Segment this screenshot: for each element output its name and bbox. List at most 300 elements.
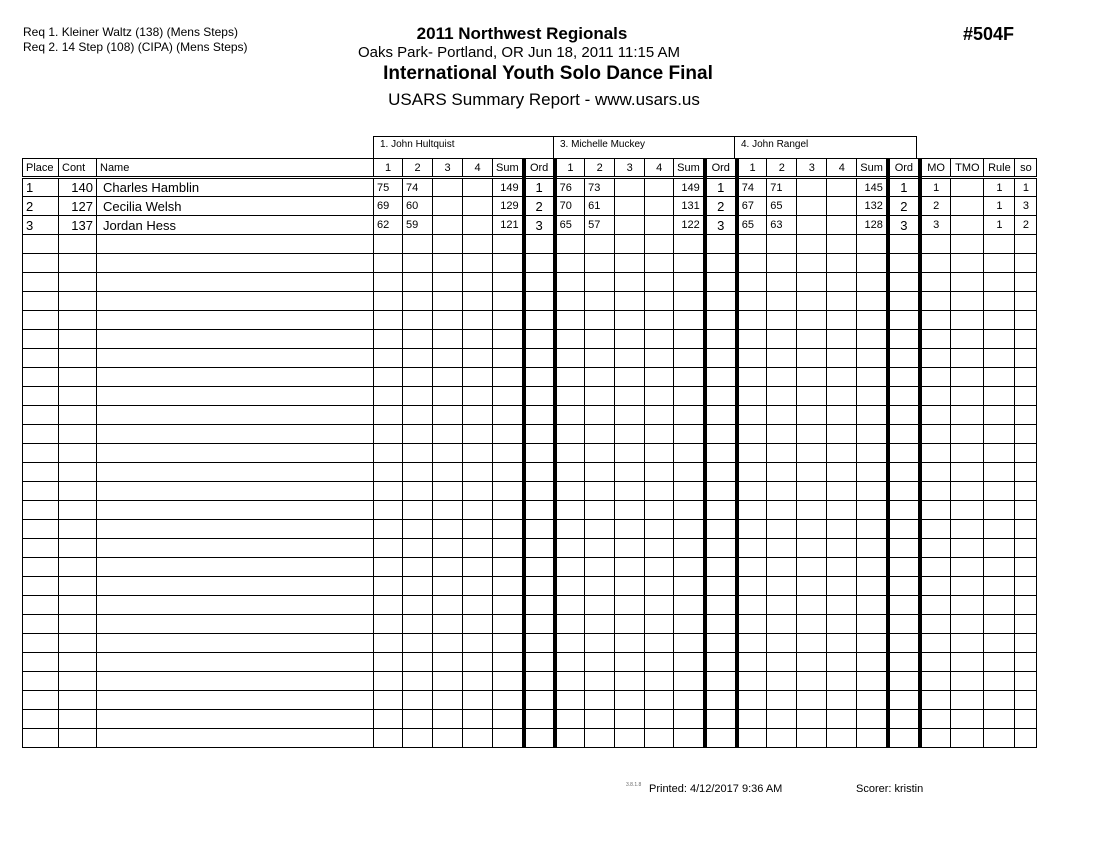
empty-cell bbox=[433, 729, 463, 748]
empty-cell bbox=[645, 349, 674, 368]
col-cont: Cont bbox=[59, 159, 97, 178]
col-j3-1: 1 bbox=[737, 159, 767, 178]
empty-cell bbox=[1015, 349, 1037, 368]
j3-score-cell: 74 bbox=[737, 178, 767, 197]
empty-cell bbox=[585, 254, 615, 273]
j3-score-cell: 145 bbox=[857, 178, 888, 197]
empty-cell bbox=[705, 463, 737, 482]
empty-cell bbox=[705, 634, 737, 653]
empty-cell bbox=[374, 349, 403, 368]
cont-cell: 137 bbox=[59, 216, 97, 235]
empty-cell bbox=[920, 349, 951, 368]
empty-cell bbox=[403, 596, 433, 615]
empty-cell bbox=[524, 349, 555, 368]
empty-cell bbox=[59, 292, 97, 311]
empty-cell bbox=[920, 292, 951, 311]
empty-cell bbox=[555, 501, 585, 520]
empty-cell bbox=[984, 406, 1015, 425]
empty-cell bbox=[674, 330, 705, 349]
empty-cell bbox=[463, 501, 493, 520]
empty-cell bbox=[403, 558, 433, 577]
empty-cell bbox=[524, 330, 555, 349]
empty-cell bbox=[888, 520, 920, 539]
empty-cell bbox=[555, 577, 585, 596]
empty-cell bbox=[951, 387, 984, 406]
empty-cell bbox=[524, 387, 555, 406]
empty-cell bbox=[493, 615, 524, 634]
empty-cell bbox=[888, 577, 920, 596]
empty-cell bbox=[463, 368, 493, 387]
empty-cell bbox=[403, 634, 433, 653]
empty-cell bbox=[888, 292, 920, 311]
empty-cell bbox=[585, 444, 615, 463]
j3-score-cell: 65 bbox=[767, 197, 797, 216]
empty-row bbox=[23, 691, 1037, 710]
empty-cell bbox=[645, 444, 674, 463]
event-name: 2011 Northwest Regionals bbox=[416, 24, 628, 43]
empty-cell bbox=[555, 406, 585, 425]
empty-cell bbox=[1015, 292, 1037, 311]
empty-cell bbox=[920, 729, 951, 748]
empty-cell bbox=[59, 463, 97, 482]
empty-cell bbox=[524, 482, 555, 501]
empty-cell bbox=[827, 558, 857, 577]
report-title: International Youth Solo Dance Final bbox=[383, 63, 713, 84]
col-j1-sum: Sum bbox=[493, 159, 524, 178]
j3-score-cell: 67 bbox=[737, 197, 767, 216]
empty-cell bbox=[984, 653, 1015, 672]
empty-cell bbox=[433, 653, 463, 672]
col-j2-2: 2 bbox=[585, 159, 615, 178]
empty-cell bbox=[493, 463, 524, 482]
empty-cell bbox=[374, 482, 403, 501]
tmo-cell bbox=[951, 197, 984, 216]
empty-cell bbox=[857, 596, 888, 615]
empty-cell bbox=[493, 292, 524, 311]
empty-cell bbox=[463, 596, 493, 615]
empty-cell bbox=[984, 425, 1015, 444]
col-j3-ord: Ord bbox=[888, 159, 920, 178]
empty-cell bbox=[767, 729, 797, 748]
empty-cell bbox=[374, 558, 403, 577]
empty-cell bbox=[1015, 273, 1037, 292]
empty-cell bbox=[674, 349, 705, 368]
empty-cell bbox=[403, 501, 433, 520]
col-j1-ord: Ord bbox=[524, 159, 555, 178]
empty-cell bbox=[524, 577, 555, 596]
empty-cell bbox=[97, 691, 374, 710]
empty-cell bbox=[97, 406, 374, 425]
empty-cell bbox=[493, 425, 524, 444]
empty-cell bbox=[951, 406, 984, 425]
empty-cell bbox=[920, 463, 951, 482]
j1-score-cell bbox=[463, 178, 493, 197]
empty-cell bbox=[585, 672, 615, 691]
empty-cell bbox=[59, 425, 97, 444]
empty-cell bbox=[585, 577, 615, 596]
empty-cell bbox=[797, 463, 827, 482]
empty-cell bbox=[585, 729, 615, 748]
empty-cell bbox=[737, 539, 767, 558]
empty-cell bbox=[433, 330, 463, 349]
empty-cell bbox=[97, 501, 374, 520]
j2-score-cell bbox=[645, 197, 674, 216]
place-cell: 2 bbox=[23, 197, 59, 216]
empty-cell bbox=[888, 539, 920, 558]
empty-cell bbox=[23, 406, 59, 425]
header-row bbox=[23, 159, 1037, 178]
col-j2-3: 3 bbox=[615, 159, 645, 178]
empty-cell bbox=[555, 273, 585, 292]
empty-cell bbox=[493, 672, 524, 691]
j3-score-cell bbox=[827, 216, 857, 235]
empty-cell bbox=[645, 311, 674, 330]
empty-cell bbox=[951, 710, 984, 729]
empty-cell bbox=[767, 330, 797, 349]
empty-cell bbox=[403, 672, 433, 691]
empty-cell bbox=[403, 292, 433, 311]
empty-cell bbox=[615, 406, 645, 425]
empty-cell bbox=[585, 349, 615, 368]
empty-cell bbox=[920, 672, 951, 691]
empty-cell bbox=[555, 330, 585, 349]
empty-cell bbox=[463, 349, 493, 368]
empty-cell bbox=[524, 710, 555, 729]
empty-row bbox=[23, 349, 1037, 368]
empty-cell bbox=[827, 349, 857, 368]
col-so: so bbox=[1015, 159, 1037, 178]
empty-cell bbox=[433, 596, 463, 615]
empty-cell bbox=[59, 444, 97, 463]
empty-cell bbox=[705, 349, 737, 368]
empty-cell bbox=[1015, 368, 1037, 387]
empty-cell bbox=[463, 691, 493, 710]
empty-cell bbox=[888, 729, 920, 748]
empty-cell bbox=[1015, 520, 1037, 539]
empty-cell bbox=[951, 672, 984, 691]
empty-cell bbox=[97, 729, 374, 748]
empty-cell bbox=[374, 539, 403, 558]
empty-cell bbox=[463, 539, 493, 558]
empty-cell bbox=[493, 539, 524, 558]
empty-cell bbox=[920, 387, 951, 406]
empty-cell bbox=[737, 710, 767, 729]
empty-cell bbox=[797, 653, 827, 672]
empty-cell bbox=[737, 558, 767, 577]
empty-cell bbox=[705, 615, 737, 634]
empty-cell bbox=[23, 463, 59, 482]
empty-cell bbox=[920, 235, 951, 254]
empty-cell bbox=[827, 577, 857, 596]
empty-cell bbox=[920, 653, 951, 672]
empty-cell bbox=[767, 368, 797, 387]
empty-cell bbox=[705, 482, 737, 501]
empty-cell bbox=[767, 615, 797, 634]
empty-cell bbox=[951, 444, 984, 463]
so-cell: 2 bbox=[1015, 216, 1037, 235]
empty-cell bbox=[23, 615, 59, 634]
empty-cell bbox=[493, 349, 524, 368]
empty-cell bbox=[797, 596, 827, 615]
empty-cell bbox=[97, 558, 374, 577]
empty-cell bbox=[493, 406, 524, 425]
empty-cell bbox=[857, 520, 888, 539]
empty-cell bbox=[984, 292, 1015, 311]
empty-cell bbox=[374, 292, 403, 311]
empty-cell bbox=[797, 368, 827, 387]
empty-cell bbox=[857, 729, 888, 748]
empty-cell bbox=[97, 254, 374, 273]
empty-cell bbox=[23, 482, 59, 501]
so-cell: 3 bbox=[1015, 197, 1037, 216]
empty-cell bbox=[615, 672, 645, 691]
empty-cell bbox=[493, 710, 524, 729]
empty-cell bbox=[857, 653, 888, 672]
empty-cell bbox=[555, 311, 585, 330]
empty-cell bbox=[585, 596, 615, 615]
empty-cell bbox=[585, 501, 615, 520]
empty-cell bbox=[674, 577, 705, 596]
empty-cell bbox=[1015, 634, 1037, 653]
empty-cell bbox=[645, 710, 674, 729]
empty-cell bbox=[737, 311, 767, 330]
empty-cell bbox=[888, 406, 920, 425]
empty-cell bbox=[585, 425, 615, 444]
empty-cell bbox=[705, 501, 737, 520]
empty-cell bbox=[433, 368, 463, 387]
empty-cell bbox=[59, 311, 97, 330]
empty-cell bbox=[493, 235, 524, 254]
empty-cell bbox=[1015, 501, 1037, 520]
empty-cell bbox=[857, 349, 888, 368]
empty-cell bbox=[984, 501, 1015, 520]
empty-cell bbox=[97, 539, 374, 558]
empty-cell bbox=[23, 273, 59, 292]
col-tmo: TMO bbox=[951, 159, 984, 178]
empty-cell bbox=[920, 444, 951, 463]
j1-score-cell: 60 bbox=[403, 197, 433, 216]
empty-cell bbox=[951, 539, 984, 558]
empty-cell bbox=[524, 596, 555, 615]
empty-cell bbox=[827, 235, 857, 254]
empty-cell bbox=[433, 463, 463, 482]
empty-cell bbox=[524, 501, 555, 520]
empty-cell bbox=[463, 235, 493, 254]
tmo-cell bbox=[951, 178, 984, 197]
empty-cell bbox=[585, 292, 615, 311]
empty-cell bbox=[615, 273, 645, 292]
empty-cell bbox=[797, 729, 827, 748]
empty-cell bbox=[951, 235, 984, 254]
j1-score-cell: 69 bbox=[374, 197, 403, 216]
empty-cell bbox=[737, 596, 767, 615]
empty-cell bbox=[433, 501, 463, 520]
empty-cell bbox=[403, 463, 433, 482]
col-j2-1: 1 bbox=[555, 159, 585, 178]
j2-score-cell bbox=[645, 178, 674, 197]
empty-cell bbox=[374, 254, 403, 273]
empty-cell bbox=[23, 425, 59, 444]
empty-cell bbox=[555, 539, 585, 558]
empty-cell bbox=[984, 539, 1015, 558]
empty-cell bbox=[374, 520, 403, 539]
j1-score-cell: 149 bbox=[493, 178, 524, 197]
empty-cell bbox=[888, 387, 920, 406]
j1-score-cell bbox=[463, 197, 493, 216]
j3-score-cell bbox=[827, 197, 857, 216]
empty-cell bbox=[463, 292, 493, 311]
empty-cell bbox=[705, 691, 737, 710]
empty-cell bbox=[97, 615, 374, 634]
empty-cell bbox=[984, 520, 1015, 539]
empty-cell bbox=[984, 596, 1015, 615]
table-row bbox=[23, 178, 1037, 197]
empty-cell bbox=[797, 558, 827, 577]
empty-cell bbox=[827, 311, 857, 330]
empty-cell bbox=[827, 596, 857, 615]
empty-cell bbox=[888, 691, 920, 710]
empty-cell bbox=[97, 672, 374, 691]
empty-cell bbox=[737, 330, 767, 349]
empty-cell bbox=[827, 501, 857, 520]
empty-cell bbox=[524, 444, 555, 463]
j2-score-cell: 1 bbox=[705, 178, 737, 197]
empty-cell bbox=[374, 501, 403, 520]
empty-cell bbox=[888, 653, 920, 672]
empty-row bbox=[23, 273, 1037, 292]
empty-cell bbox=[524, 615, 555, 634]
empty-row bbox=[23, 729, 1037, 748]
empty-cell bbox=[888, 368, 920, 387]
empty-cell bbox=[374, 463, 403, 482]
empty-cell bbox=[23, 596, 59, 615]
empty-cell bbox=[555, 235, 585, 254]
empty-cell bbox=[403, 330, 433, 349]
empty-row bbox=[23, 520, 1037, 539]
empty-cell bbox=[674, 444, 705, 463]
empty-cell bbox=[888, 330, 920, 349]
empty-cell bbox=[705, 520, 737, 539]
empty-cell bbox=[585, 330, 615, 349]
empty-cell bbox=[433, 539, 463, 558]
empty-cell bbox=[827, 292, 857, 311]
empty-cell bbox=[674, 387, 705, 406]
empty-cell bbox=[737, 387, 767, 406]
empty-cell bbox=[857, 672, 888, 691]
empty-cell bbox=[493, 558, 524, 577]
empty-row bbox=[23, 634, 1037, 653]
empty-cell bbox=[857, 292, 888, 311]
empty-cell bbox=[615, 311, 645, 330]
place-cell: 3 bbox=[23, 216, 59, 235]
empty-cell bbox=[951, 368, 984, 387]
empty-cell bbox=[615, 444, 645, 463]
empty-cell bbox=[827, 444, 857, 463]
mo-cell: 3 bbox=[920, 216, 951, 235]
empty-cell bbox=[645, 387, 674, 406]
empty-cell bbox=[951, 615, 984, 634]
col-j2-ord: Ord bbox=[705, 159, 737, 178]
empty-cell bbox=[767, 273, 797, 292]
empty-cell bbox=[524, 368, 555, 387]
empty-cell bbox=[493, 729, 524, 748]
empty-cell bbox=[797, 273, 827, 292]
empty-cell bbox=[767, 634, 797, 653]
empty-cell bbox=[888, 463, 920, 482]
empty-cell bbox=[433, 615, 463, 634]
empty-cell bbox=[585, 387, 615, 406]
empty-cell bbox=[857, 634, 888, 653]
j1-score-cell: 2 bbox=[524, 197, 555, 216]
empty-cell bbox=[645, 501, 674, 520]
empty-cell bbox=[827, 634, 857, 653]
empty-cell bbox=[920, 406, 951, 425]
empty-cell bbox=[984, 387, 1015, 406]
empty-cell bbox=[674, 634, 705, 653]
j2-score-cell: 73 bbox=[585, 178, 615, 197]
empty-cell bbox=[951, 558, 984, 577]
j3-score-cell: 3 bbox=[888, 216, 920, 235]
j1-score-cell: 3 bbox=[524, 216, 555, 235]
empty-cell bbox=[23, 672, 59, 691]
empty-cell bbox=[59, 368, 97, 387]
empty-cell bbox=[888, 425, 920, 444]
empty-row bbox=[23, 615, 1037, 634]
software-version: 3.8.1.8 bbox=[626, 782, 642, 788]
empty-cell bbox=[374, 729, 403, 748]
empty-cell bbox=[857, 710, 888, 729]
empty-cell bbox=[1015, 577, 1037, 596]
empty-cell bbox=[1015, 653, 1037, 672]
empty-cell bbox=[524, 520, 555, 539]
empty-cell bbox=[463, 311, 493, 330]
empty-cell bbox=[463, 330, 493, 349]
empty-cell bbox=[97, 235, 374, 254]
empty-cell bbox=[705, 596, 737, 615]
empty-cell bbox=[645, 406, 674, 425]
col-j1-2: 2 bbox=[403, 159, 433, 178]
empty-cell bbox=[403, 691, 433, 710]
empty-cell bbox=[737, 254, 767, 273]
empty-cell bbox=[493, 330, 524, 349]
empty-cell bbox=[920, 273, 951, 292]
empty-cell bbox=[645, 254, 674, 273]
empty-cell bbox=[23, 330, 59, 349]
empty-cell bbox=[374, 444, 403, 463]
empty-cell bbox=[674, 235, 705, 254]
empty-cell bbox=[767, 444, 797, 463]
empty-cell bbox=[857, 425, 888, 444]
empty-cell bbox=[797, 406, 827, 425]
empty-cell bbox=[374, 577, 403, 596]
empty-cell bbox=[524, 463, 555, 482]
empty-cell bbox=[23, 311, 59, 330]
empty-cell bbox=[920, 539, 951, 558]
empty-cell bbox=[737, 577, 767, 596]
empty-cell bbox=[645, 729, 674, 748]
col-place: Place bbox=[23, 159, 59, 178]
empty-cell bbox=[705, 539, 737, 558]
empty-cell bbox=[857, 615, 888, 634]
empty-cell bbox=[951, 691, 984, 710]
empty-cell bbox=[463, 710, 493, 729]
empty-cell bbox=[767, 387, 797, 406]
empty-row bbox=[23, 463, 1037, 482]
col-j1-3: 3 bbox=[433, 159, 463, 178]
empty-cell bbox=[797, 349, 827, 368]
judge-header-1: 1. John Hultquist bbox=[373, 136, 554, 158]
empty-cell bbox=[615, 691, 645, 710]
